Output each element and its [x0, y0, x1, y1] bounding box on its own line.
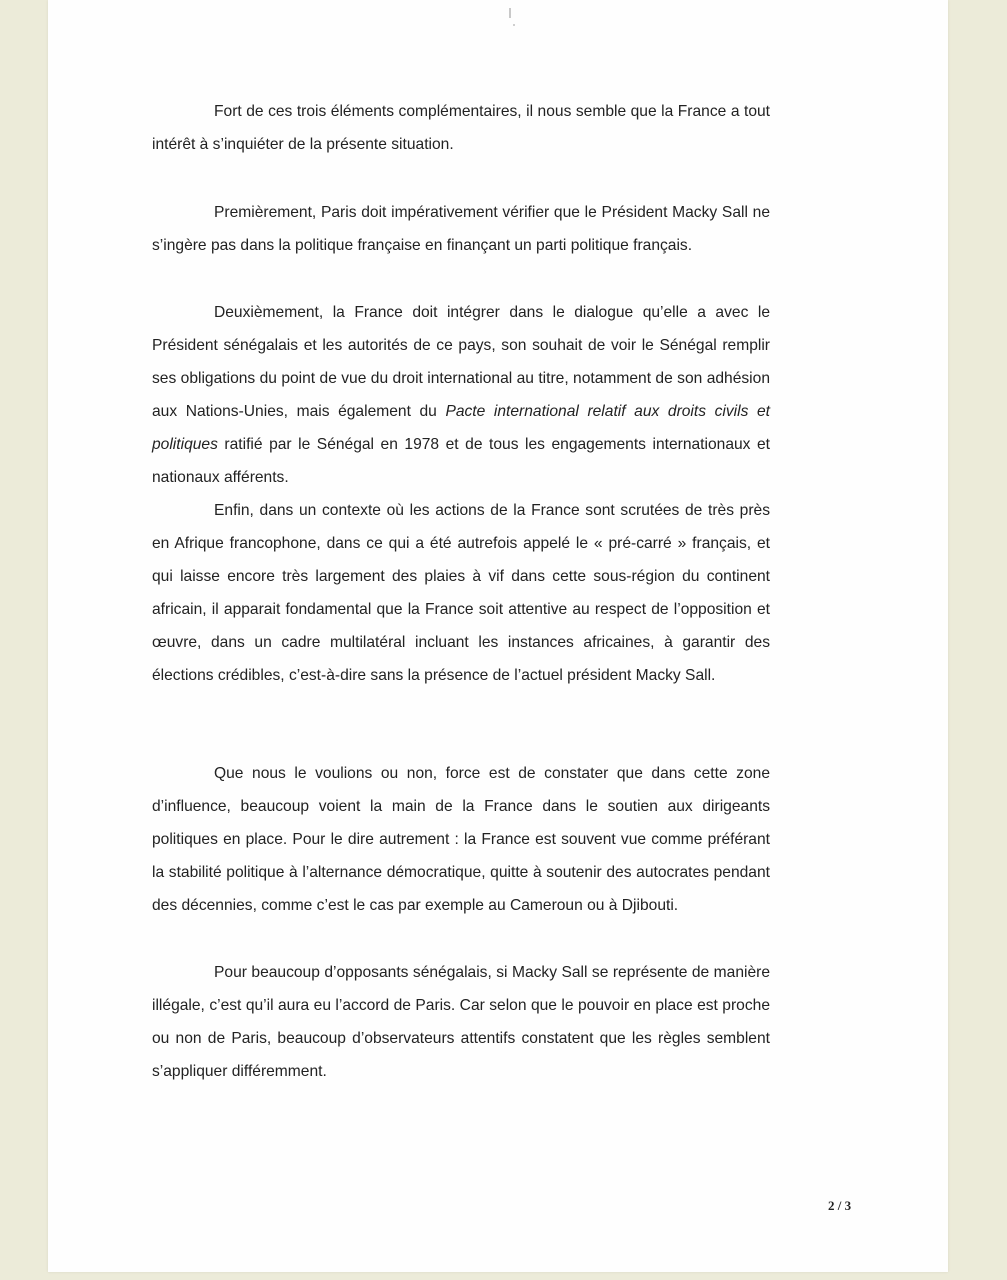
paragraph — [152, 296, 770, 494]
scan-artifact — [509, 8, 511, 18]
document-page — [48, 0, 948, 1272]
paragraph-text-part: Deuxièmement, la France doit intégrer dans le dialogue qu’elle a avec le Président sénégalais et les autorités de ce pays, son souhait de voir le Sénégal remplir ses obligations du point de vue du droit international au titre, notamment de son adhésion aux Nations-Unies, mais également du — [152, 304, 770, 420]
treaty-title: Pacte international relatif aux droits civils et politiques — [152, 403, 770, 453]
paragraph-text: Premièrement, Paris doit impérativement vérifier que le Président Macky Sall ne s’ingère pas dans la politique française en finançant un parti politique français. — [152, 204, 770, 254]
paragraph — [152, 757, 770, 922]
paragraph — [152, 494, 770, 692]
paragraph — [152, 196, 770, 262]
paragraph-text — [152, 296, 770, 494]
paragraph-text: Pour beaucoup d’opposants sénégalais, si Macky Sall se représente de manière illégale, c’est qu’il aura eu l’accord de Paris. Car selon que le pouvoir en place est proche ou non de Paris, beaucoup d’observateurs attentifs constatent que les règles semblent s’appliquer différemment. — [152, 964, 770, 1080]
scan-artifact — [513, 24, 515, 26]
paragraph-text: Enfin, dans un contexte où les actions de la France sont scrutées de très près en Afrique francophone, dans ce qui a été autrefois appelé le « pré-carré » français, et qui laisse encore très largement des plaies à vif dans cette sous-région du continent africain, il apparait fondamental que la France soit attentive au respect de l’opposition et œuvre, dans un cadre multilatéral incluant les instances africaines, à garantir des élections crédibles, c’est-à-dire sans la présence de l’actuel président Macky Sall. — [152, 502, 770, 684]
page-number: 2 / 3 — [828, 1198, 852, 1213]
paragraph-text: Fort de ces trois éléments complémentaires, il nous semble que la France a tout intérêt à s’inquiéter de la présente situation. — [152, 103, 770, 153]
paragraph — [152, 95, 770, 161]
paragraph — [152, 956, 770, 1088]
paragraph-text-part: ratifié par le Sénégal en 1978 et de tous les engagements internationaux et nationaux afférents. — [152, 436, 770, 486]
paragraph-text: Que nous le voulions ou non, force est de constater que dans cette zone d’influence, beaucoup voient la main de la France dans le soutien aux dirigeants politiques en place. Pour le dire autrement : la France est souvent vue comme préférant la stabilité politique à l’alternance démocratique, quitte à soutenir des autocrates pendant des décennies, comme c’est le cas par exemple au Cameroun ou à Djibouti. — [152, 765, 770, 914]
